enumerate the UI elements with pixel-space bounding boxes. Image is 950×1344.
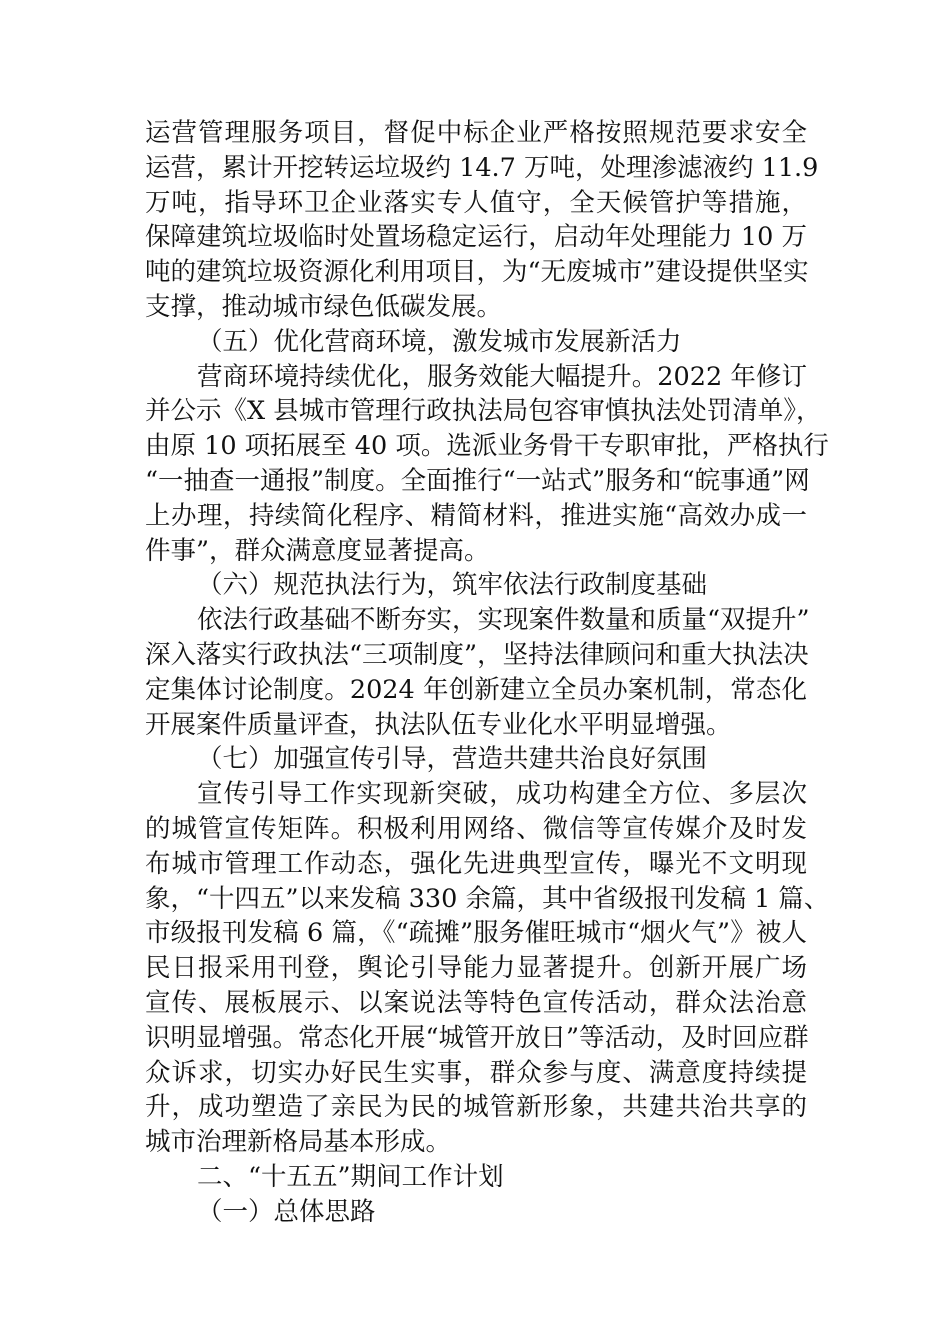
section-heading: （五）优化营商环境，激发城市发展新活力 [197,326,682,357]
text-line: 保障建筑垃圾临时处置场稳定运行，启动年处理能力 10 万 [145,222,807,253]
text-line: 定集体讨论制度。2024 年创新建立全员办案机制，常态化 [145,674,807,705]
text-line: 象，“十四五”以来发稿 330 余篇，其中省级报刊发稿 1 篇、 [145,883,830,914]
text-line: 并公示《X 县城市管理行政执法局包容审慎执法处罚清单》， [145,396,822,427]
text-line: 众诉求，切实办好民生实事，群众参与度、满意度持续提 [145,1057,807,1088]
text-line: 上办理，持续简化程序、精简材料，推进实施“高效办成一 [145,500,807,531]
text-line: 的城管宣传矩阵。积极利用网络、微信等宣传媒介及时发 [145,813,807,844]
text-line: 布城市管理工作动态，强化先进典型宣传，曝光不文明现 [145,848,807,879]
text-line: 识明显增强。常态化开展“城管开放日”等活动，及时回应群 [145,1022,809,1053]
text-line: 开展案件质量评查，执法队伍专业化水平明显增强。 [145,709,732,740]
text-line: 市级报刊发稿 6 篇，《“疏摊”服务催旺城市“烟火气”》被人 [145,918,807,949]
text-line: 万吨，指导环卫企业落实专人值守，全天候管护等措施， [145,187,807,218]
text-line: 支撑，推动城市绿色低碳发展。 [145,291,503,322]
text-line: 依法行政基础不断夯实，实现案件数量和质量“双提升” [197,605,810,636]
text-line: 城市治理新格局基本形成。 [145,1127,452,1158]
text-line: “一抽查一通报”制度。全面推行“一站式”服务和“皖事通”网 [145,465,810,496]
text-line: 件事”，群众满意度显著提高。 [145,535,490,566]
text-line: 运营，累计开挖转运垃圾约 14.7 万吨，处理渗滤液约 11.9 [145,152,819,183]
text-line: 民日报采用刊登，舆论引导能力显著提升。创新开展广场 [145,953,807,984]
section-heading: （一）总体思路 [197,1196,376,1227]
text-line: 吨的建筑垃圾资源化利用项目，为“无废城市”建设提供坚实 [145,257,809,288]
text-line: 深入落实行政执法“三项制度”，坚持法律顾问和重大执法决 [145,639,809,670]
text-line: 营商环境持续优化，服务效能大幅提升。2022 年修订 [197,361,807,392]
section-heading: 二、“十五五”期间工作计划 [197,1161,504,1192]
text-line: 升，成功塑造了亲民为民的城管新形象，共建共治共享的 [145,1092,807,1123]
section-heading: （六）规范执法行为，筑牢依法行政制度基础 [197,570,708,601]
section-heading: （七）加强宣传引导，营造共建共治良好氛围 [197,744,708,775]
text-line: 运营管理服务项目，督促中标企业严格按照规范要求安全 [145,118,807,148]
document-page [145,116,830,1230]
text-line: 由原 10 项拓展至 40 项。选派业务骨干专职审批，严格执行 [145,431,829,462]
text-line: 宣传、展板展示、以案说法等特色宣传活动，群众法治意 [145,987,807,1018]
text-line: 宣传引导工作实现新突破，成功构建全方位、多层次 [197,779,807,810]
